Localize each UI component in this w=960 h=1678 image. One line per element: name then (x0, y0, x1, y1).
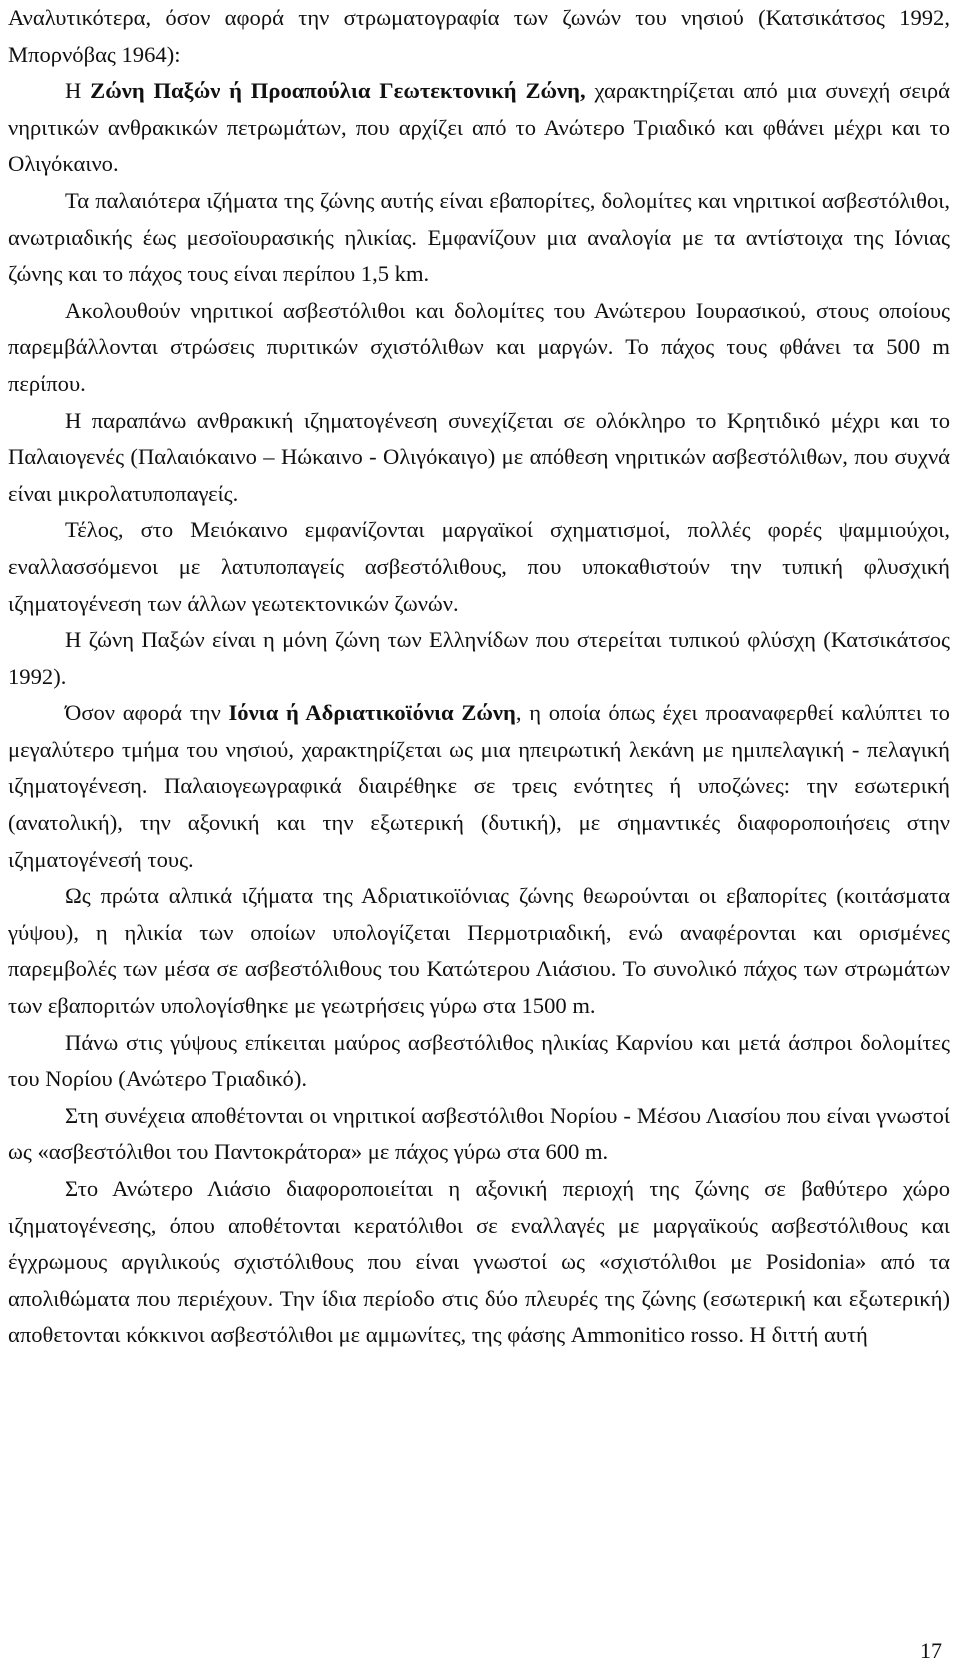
page-number: 17 (920, 1638, 942, 1663)
paragraph: Ως πρώτα αλπικά ιζήματα της Αδριατικοϊόνιας ζώνης θεωρούνται οι εβαπορίτες (κοιτάσματα γύψου), η ηλικία των οποίων υπολογίζεται Περμοτριαδική, ενώ αναφέρονται και ορισμένες παρεμβολές των μέσα σε ασβεστόλιθους του Κατώτερου Λιάσιου. Το συνολικό πάχος των στρωμάτων των εβαποριτών υπολογίσθηκε με γεωτρήσεις γύρω στα 1500 m. (8, 883, 950, 1019)
paragraph: Τα παλαιότερα ιζήματα της ζώνης αυτής είναι εβαπορίτες, δολομίτες και νηριτικοί ασβεστόλιθοι, ανωτριαδικής έως μεσοϊουρασικής ηλικίας. Εμφανίζουν μια αναλογία με τα αντίστοιχα της Ιόνιας ζώνης και το πάχος τους είναι περίπου 1,5 km. (8, 187, 950, 287)
paragraph: Ακολουθούν νηριτικοί ασβεστόλιθοι και δολομίτες του Ανώτερου Ιουρασικού, στους οποίους παρεμβάλλονται στρώσεις πυριτικών σχιστόλιθων και μαργών. Το πάχος τους φθάνει τα 500 m περίπου. (8, 297, 950, 396)
paragraph: Τέλος, στο Μειόκαινο εμφανίζονται μαργαϊκοί σχηματισμοί, πολλές φορές ψαμμιούχοι, εναλλασσόμενοι με λατυποπαγείς ασβεστόλιθους, που υποκαθιστούν την τυπική φλυσχική ιζηματογένεση των άλλων γεωτεκτονικών ζωνών. (8, 517, 950, 616)
paragraph: Η ζώνη Παξών είναι η μόνη ζώνη των Ελληνίδων που στερείται τυπικού φλύσχη (Κατσικάτσος 1992). (8, 627, 950, 689)
body-text (8, 0, 950, 1354)
paragraph: Αναλυτικότερα, όσον αφορά την στρωματογραφία των ζωνών του νησιού (Κατσικάτσος 1992, Μπορνόβας 1964): (8, 5, 950, 67)
paragraph: Στο Ανώτερο Λιάσιο διαφοροποιείται η αξονική περιοχή της ζώνης σε βαθύτερο χώρο ιζηματογένεσης, όπου αποθέτονται κερατόλιθοι σε εναλλαγές με μαργαϊκούς ασβεστόλιθους και έγχρωμους αργιλικούς σχιστόλιθους που είναι γνωστοί ως «σχιστόλιθοι με Posidonia» από τα απολιθώματα που περιέχουν. Την ίδια περίοδο στις δύο πλευρές της ζώνης (εσωτερική και εξωτερική) αποθετονται κόκκινοι ασβεστόλιθοι με αμμωνίτες, της φάσης Ammonitico rosso. Η διττή αυτή (8, 1176, 950, 1348)
paragraph: Όσον αφορά την Ιόνια ή Αδριατικοϊόνια Ζώνη, η οποία όπως έχει προαναφερθεί καλύπτει το μεγαλύτερο τμήμα του νησιού, χαρακτηρίζεται ως μια ηπειρωτική λεκάνη με ημιπελαγική - πελαγική ιζηματογένεση. Παλαιογεωγραφικά διαιρέθηκε σε τρεις ενότητες ή υποζώνες: την εσωτερική (ανατολική), την αξονική και την εξωτερική (δυτική), με σημαντικές διαφοροποιήσεις στην ιζηματογένεσή τους. (8, 700, 950, 872)
paragraph: Η Ζώνη Παξών ή Προαπούλια Γεωτεκτονική Ζώνη, χαρακτηρίζεται από μια συνεχή σειρά νηριτικών ανθρακικών πετρωμάτων, που αρχίζει από το Ανώτερο Τριαδικό και φθάνει μέχρι και το Ολιγόκαινο. (8, 78, 951, 177)
paragraph: Πάνω στις γύψους επίκειται μαύρος ασβεστόλιθος ηλικίας Καρνίου και μετά άσπροι δολομίτες του Νορίου (Ανώτερο Τριαδικό). (8, 1029, 950, 1092)
bold-term: Ιόνια ή Αδριατικοϊόνια Ζώνη (228, 700, 516, 726)
bold-term: Ζώνη Παξών ή Προαπούλια Γεωτεκτονική Ζώνη, (90, 78, 586, 104)
paragraph: Η παραπάνω ανθρακική ιζηματογένεση συνεχίζεται σε ολόκληρο το Κρητιδικό μέχρι και το Παλαιογενές (Παλαιόκαινο – Ηώκαινο - Ολιγόκαιγο) με απόθεση νηριτικών ασβεστόλιθων, που συχνά είναι μικρολατυποπαγείς. (8, 407, 950, 506)
paragraph: Στη συνέχεια αποθέτονται οι νηριτικοί ασβεστόλιθοι Νορίου - Μέσου Λιασίου που είναι γνωστοί ως «ασβεστόλιθοι του Παντοκράτορα» με πάχος γύρω στα 600 m. (8, 1102, 950, 1165)
